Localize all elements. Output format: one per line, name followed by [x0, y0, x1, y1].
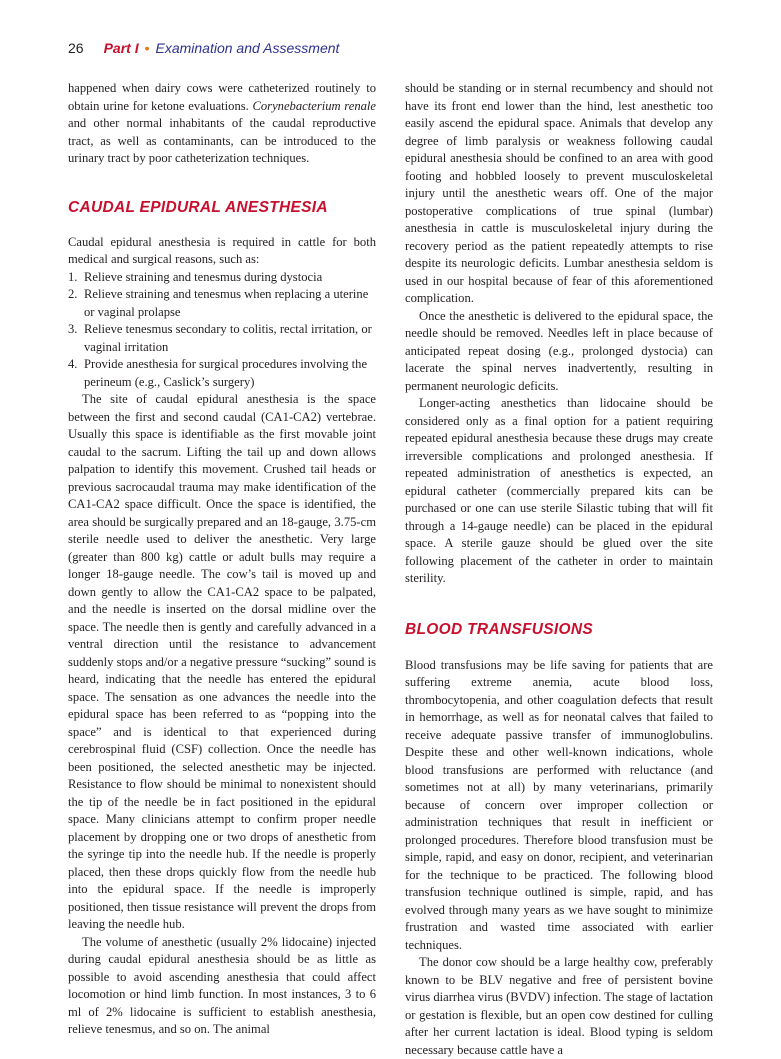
page-number: 26 — [68, 40, 84, 56]
separator-bullet: • — [144, 40, 150, 56]
donor-paragraph: The donor cow should be a large healthy cow, preferably known to be BLV negative and free of persistent bovine virus diarrhea virus (BVDV) infection. The stage of lactation or gestation is flexible, but an open cow destined for culling after her current lactation is ideal. Blood typing is seldom necessary because cattle have a — [405, 955, 713, 1057]
intro-paragraph: happened when dairy cows were catheterized routinely to obtain urine for ketone evaluations. Corynebacterium renale and other normal inhabitants of the caudal reproductive tract, as well as contaminants, can be introduced to the urinary tract by poor catheterization techniques. — [68, 81, 376, 165]
needle-paragraph: Once the anesthetic is delivered to the epidural space, the needle should be removed. Needles left in place because of anticipated repeat dosing (e.g., prolonged dystocia) can lacerate the spinal nerves inadvertently, resulting in permanent neurologic deficits. — [405, 308, 713, 393]
site-paragraph: The site of caudal epidural anesthesia is the space between the first and second caudal (CA1-CA2) vertebrae. Usually this space is identifiable as the first movable joint caudal to the sacrum. Lifting the tail up and down allows palpation to identify this movement. Crushed tail heads or previous sacrocaudal trauma may make identification of the CA1-CA2 space difficult. Once the space is identified, the area should be surgically prepared and an 18-gauge, 3.75-cm sterile needle used to deliver the anesthetic. Very large (greater than 800 kg) cattle or adult bulls may require a longer 18-gauge needle. The cow’s tail is moved up and down gently to allow the CA1-CA2 space to be palpated, and the needle is inserted on the dorsal midline over the space. The needle then is gently and carefully advanced in a ventral direction until the resistance to advancement suddenly stops and/or a negative pressure “sucking” sound is heard, indicating that the needle has entered the epidural space. The sensation as one advances the needle into the epidural space has been referred to as “popping into the space” and is identical to that experienced during cerebrospinal fluid (CSF) collection. Once the needle has been positioned, the selected anesthetic may be injected. Resistance to flow should be minimal to nonexistent should the tip of the needle be in fact positioned in the epidural space. Many clinicians attempt to confirm proper needle placement by dropping one or two drops of anesthetic from the syringe tip into the needle hub. If the needle is properly placed, then these drops quickly flow from the needle hub into the epidural space. If the needle is improperly positioned, then tissue resistance will prevent the drops from leaving the needle hub. — [68, 392, 376, 931]
continued-paragraph: should be standing or in sternal recumbency and should not have its front end lower than the hind, lest anesthetic too easily ascend the epidural space. Animals that develop any degree of limb paralysis or weakness following caudal epidural anesthesia should be confined to an area with good footing and hobbled loosely to prevent musculoskeletal injury until the anesthetic wears off. One of the major postoperative complications of true spinal (lumbar) anesthesia in cattle is musculoskeletal injury during the recovery period as the patient repeatedly attempts to rise despite its neurologic deficits. Lumbar anesthesia seldom is used in our hospital because of fear of this aforementioned complication. — [405, 81, 713, 305]
running-head — [68, 40, 339, 60]
running-section-title: Examination and Assessment — [155, 40, 340, 56]
lead-paragraph: Caudal epidural anesthesia is required in cattle for both medical and surgical reasons, such as: — [68, 234, 376, 266]
longer-acting-paragraph: Longer-acting anesthetics than lidocaine should be considered only as a final option for a patient requiring repeated epidural anesthesia because these drugs may create irreversible complications and prolonged anesthesia. If repeated administration of anesthetics is expected, an epidural catheter (commercially prepared kits can be purchased or one can use sterile Silastic tubing that will fit through a 14-gauge needle) can be placed in the epidural space. A sterile gauze should be glued over the site following placement of the catheter in order to maintain sterility. — [405, 396, 713, 585]
part-label: Part I — [103, 40, 139, 56]
heading-blood-transfusions: BLOOD TRANSFUSIONS — [405, 620, 593, 638]
list-item: 4. Provide anesthesia for surgical procedures involving the perineum (e.g., Caslick’s surgery) — [68, 357, 368, 389]
list-item: 3. Relieve tenesmus secondary to colitis, rectal irritation, or vaginal irritation — [68, 322, 372, 354]
blood-paragraph: Blood transfusions may be life saving for patients that are suffering extreme anemia, acute blood loss, thrombocytopenia, and other coagulation defects that result in hemorrhage, as well as for neonatal calves that failed to receive adequate passive transfer of immunoglobulins. Despite these and other well-known indications, whole blood transfusions are performed with reluctance (and sometimes not at all) by many veterinarians, primarily because of concern over improper collection or administration techniques that result in inefficient or prolonged procedures. Therefore blood transfusion must be simple, rapid, and easy on donor, recipient, and veterinarian for the technique to be practiced. The following blood transfusion technique outlined is simple, rapid, and has evolved through many years as we have sought to minimize frustration and wasted time associated with earlier techniques. — [405, 657, 713, 952]
heading-caudal-epidural: CAUDAL EPIDURAL ANESTHESIA — [68, 198, 328, 216]
right-column — [405, 80, 713, 1059]
organism-name: Corynebacterium renale — [252, 98, 376, 113]
left-column — [68, 80, 376, 1039]
list-item: 2. Relieve straining and tenesmus when replacing a uterine or vaginal prolapse — [68, 287, 369, 319]
volume-paragraph: The volume of anesthetic (usually 2% lidocaine) injected during caudal epidural anesthesia should be as little as possible to avoid ascending anesthesia that could affect locomotion or hind limb function. In most instances, 3 to 6 ml of 2% lidocaine is sufficient to establish anesthesia, relieve tenesmus, and so on. The animal — [68, 934, 376, 1036]
indications-list — [68, 269, 376, 392]
list-item: 1. Relieve straining and tenesmus during dystocia — [68, 269, 323, 284]
